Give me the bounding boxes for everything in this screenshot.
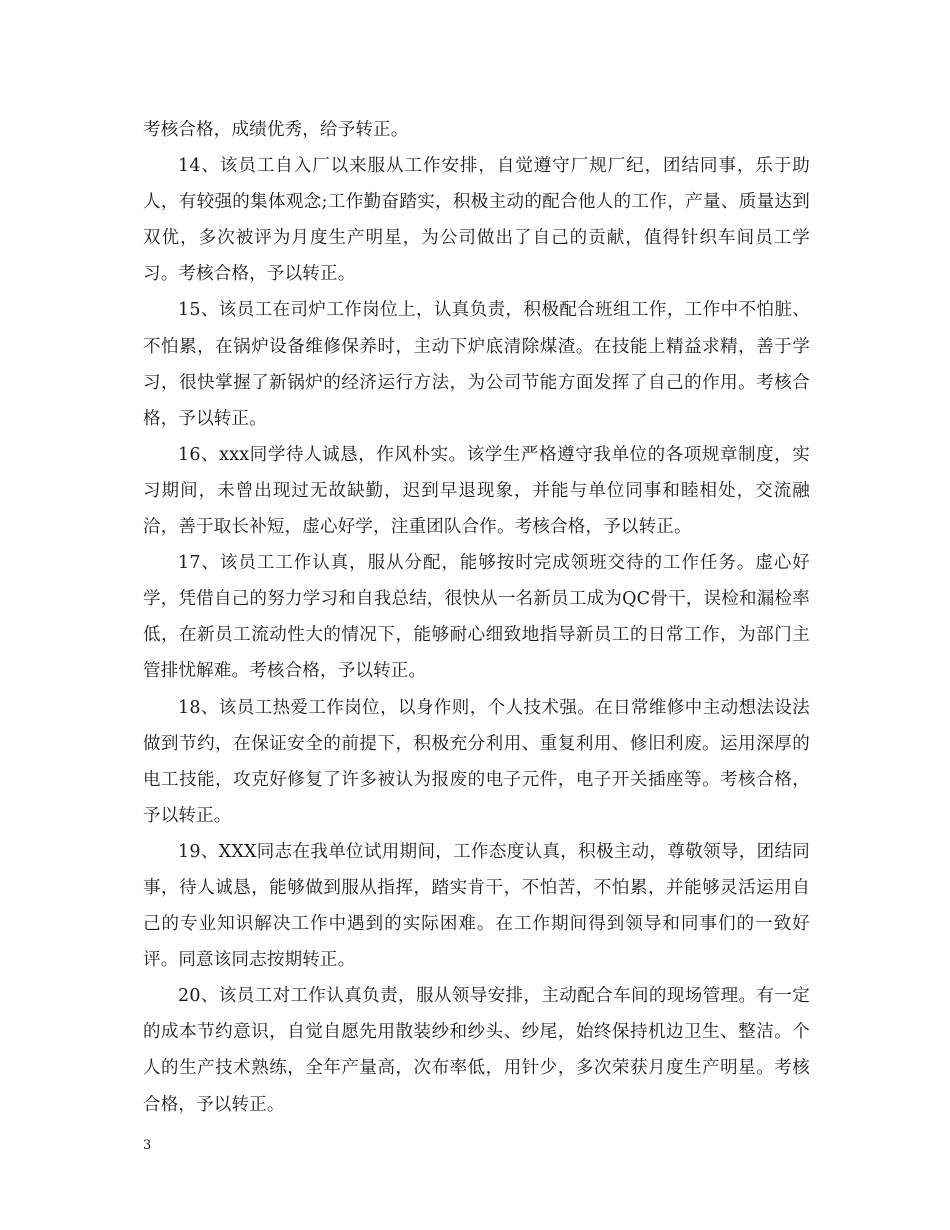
paragraph-15: 15、该员工在司炉工作岗位上，认真负责，积极配合班组工作，工作中不怕脏、不怕累，在锅炉设备维修保养时，主动下炉底清除煤渣。在技能上精益求精，善于学习，很快掌握了新锅炉的经济运行方法，为公司节能方面发挥了自己的作用。考核合格，予以转正。 bbox=[143, 300, 810, 429]
paragraph-20: 20、该员工对工作认真负责，服从领导安排，主动配合车间的现场管理。有一定的成本节约意识，自觉自愿先用散装纱和纱头、纱尾，始终保持机边卫生、整洁。个人的生产技术熟练，全年产量高，次布率低，用针少，多次荣获月度生产明星。考核合格，予以转正。 bbox=[143, 986, 810, 1115]
page-number: 3 bbox=[143, 1138, 152, 1153]
paragraph-17: 17、该员工工作认真，服从分配，能够按时完成领班交待的工作任务。虚心好学，凭借自己的努力学习和自我总结，很快从一名新员工成为QC骨干，误检和漏检率低，在新员工流动性大的情况下，能够耐心细致地指导新员工的日常工作，为部门主管排忧解难。考核合格，予以转正。 bbox=[143, 553, 810, 682]
paragraph-14: 14、该员工自入厂以来服从工作安排，自觉遵守厂规厂纪，团结同事，乐于助人，有较强的集体观念;工作勤奋踏实，积极主动的配合他人的工作，产量、质量达到双优，多次被评为月度生产明星，为公司做出了自己的贡献，值得针织车间员工学习。考核合格，予以转正。 bbox=[143, 156, 810, 285]
paragraph-16: 16、xxx同学待人诚恳，作风朴实。该学生严格遵守我单位的各项规章制度，实习期间，未曾出现过无故缺勤，迟到早退现象，并能与单位同事和睦相处，交流融洽，善于取长补短，虚心好学，注重团队合作。考核合格，予以转正。 bbox=[143, 444, 810, 538]
document-body bbox=[143, 112, 810, 1123]
paragraph-continuation: 考核合格，成绩优秀，给予转正。 bbox=[143, 120, 409, 140]
paragraph-19: 19、XXX同志在我单位试用期间，工作态度认真，积极主动，尊敬领导，团结同事，待人诚恳，能够做到服从指挥，踏实肯干，不怕苦，不怕累，并能够灵活运用自己的专业知识解决工作中遇到的实际困难。在工作期间得到领导和同事们的一致好评。同意该同志按期转正。 bbox=[143, 841, 810, 971]
paragraph-18: 18、该员工热爱工作岗位，以身作则，个人技术强。在日常维修中主动想法设法做到节约，在保证安全的前提下，积极充分利用、重复利用、修旧利废。运用深厚的电工技能，攻克好修复了许多被认为报废的电子元件，电子开关插座等。考核合格，予以转正。 bbox=[143, 697, 810, 826]
